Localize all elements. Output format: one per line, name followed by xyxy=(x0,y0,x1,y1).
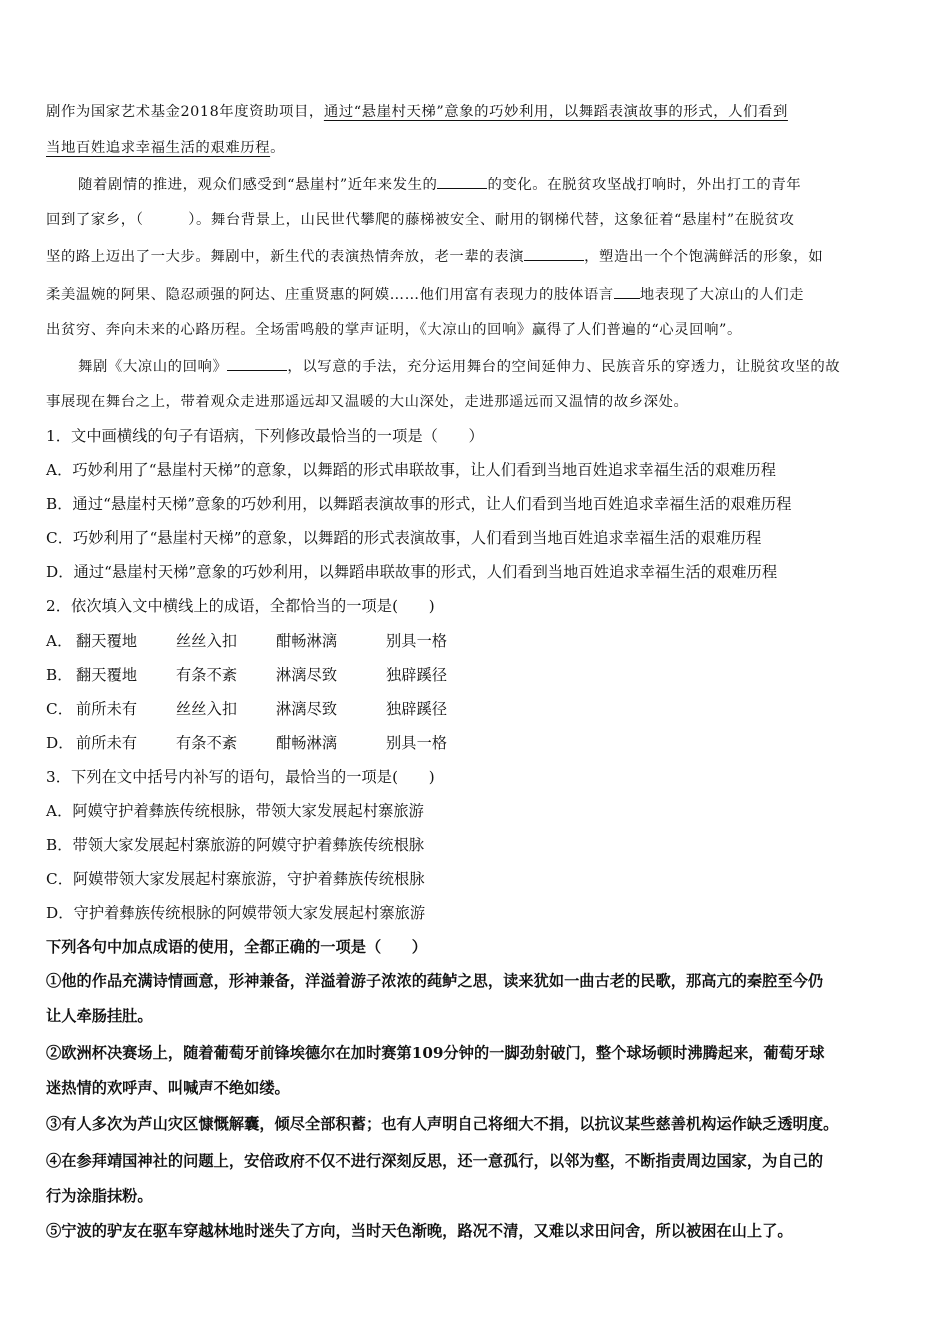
option-letter: D． xyxy=(46,734,74,752)
passage-text: 地表现了大凉山的人们走 xyxy=(639,287,805,303)
passage-text: 坚的路上迈出了一大步。舞剧中，新生代的表演热情奔放，老一辈的表演 xyxy=(46,249,525,265)
passage-text: 剧作为国家艺术基金2018年度资助项目， xyxy=(46,104,324,120)
q4-sentence-4-cont: 行为涂脂抹粉。 xyxy=(46,1187,153,1205)
q1-option-b[interactable]: B．通过“悬崖村天梯”意象的巧妙利用，以舞蹈表演故事的形式，让人们看到当地百姓追求幸福生活的艰难历程 xyxy=(46,495,792,513)
q4-sentence-1: ①他的作品充满诗情画意，形神兼备，洋溢着游子浓浓的莼鲈之思，读来犹如一曲古老的民歌，那高亢的秦腔至今仍 xyxy=(46,972,824,990)
passage-line xyxy=(78,355,840,378)
passage-line: 出贫穷、奔向未来的心路历程。全场雷鸣般的掌声证明，《大凉山的回响》赢得了人们普遍的“心灵回响”。 xyxy=(46,322,742,338)
idiom: 有条不紊 xyxy=(176,734,238,752)
q4-sentence-4: ④在参拜靖国神社的问题上，安倍政府不仅不进行深刻反思，还一意孤行，以邻为壑，不断指责周边国家，为自己的 xyxy=(46,1152,824,1170)
idiom: 丝丝入扣 xyxy=(176,700,238,718)
passage-line xyxy=(46,245,823,268)
q1-option-c[interactable]: C．巧妙利用了“悬崖村天梯”的意象，以舞蹈的形式表演故事，人们看到当地百姓追求幸福生活的艰难历程 xyxy=(46,529,762,547)
q3-option-d[interactable]: D．守护着彝族传统根脉的阿嫫带领大家发展起村寨旅游 xyxy=(46,904,426,922)
passage-text: 舞剧《大凉山的回响》 xyxy=(78,359,228,375)
underlined-sentence: 当地百姓追求幸福生活的艰难历程 xyxy=(46,140,271,156)
idiom: 前所未有 xyxy=(76,734,138,752)
idiom: 别具一格 xyxy=(386,632,448,650)
underlined-sentence: 通过“悬崖村天梯”意象的巧妙利用，以舞蹈表演故事的形式，人们看到 xyxy=(323,104,788,120)
fill-blank xyxy=(437,173,487,189)
q4-sentence-5: ⑤宁波的驴友在驱车穿越林地时迷失了方向，当时天色渐晚，路况不清，又难以求田问舍，所以被困在山上了。 xyxy=(46,1222,793,1240)
passage-text: 。 xyxy=(270,140,286,156)
passage-text: ，塑造出一个个饱满鲜活的形象，如 xyxy=(584,249,824,265)
idiom: 翻天覆地 xyxy=(76,632,138,650)
question-3-stem: 3．下列在文中括号内补写的语句，最恰当的一项是( ) xyxy=(46,768,435,786)
idiom: 前所未有 xyxy=(76,700,138,718)
q4-sentence-2: ②欧洲杯决赛场上，随着葡萄牙前锋埃德尔在加时赛第109分钟的一脚劲射破门，整个球场顿时沸腾起来，葡萄牙球 xyxy=(46,1044,825,1062)
option-letter: C． xyxy=(46,700,74,718)
q3-option-a[interactable]: A．阿嫫守护着彝族传统根脉，带领大家发展起村寨旅游 xyxy=(46,802,424,820)
q3-option-b[interactable]: B．带领大家发展起村寨旅游的阿嫫守护着彝族传统根脉 xyxy=(46,836,425,854)
idiom: 酣畅淋漓 xyxy=(276,632,338,650)
q2-option-d[interactable] xyxy=(46,732,476,754)
question-2-stem: 2．依次填入文中横线上的成语，全都恰当的一项是( ) xyxy=(46,597,435,615)
idiom: 翻天覆地 xyxy=(76,666,138,684)
q1-option-d[interactable]: D．通过“悬崖村天梯”意象的巧妙利用，以舞蹈串联故事的形式，人们看到当地百姓追求幸福生活的艰难历程 xyxy=(46,563,778,581)
q4-sentence-1-cont: 让人牵肠挂肚。 xyxy=(46,1007,153,1025)
passage-text: 的变化。在脱贫攻坚战打响时，外出打工的青年 xyxy=(487,177,802,193)
q4-sentence-3: ③有人多次为芦山灾区慷慨解囊，倾尽全部积蓄；也有人声明自己将细大不捐，以抗议某些慈善机构运作缺乏透明度。 xyxy=(46,1115,839,1133)
idiom: 别具一格 xyxy=(386,734,448,752)
passage-text: 柔美温婉的阿果、隐忍顽强的阿达、庄重贤惠的阿嫫……他们用富有表现力的肢体语言 xyxy=(46,287,614,303)
fill-blank xyxy=(524,245,584,261)
question-1-stem: 1．文中画横线的句子有语病，下列修改最恰当的一项是（ ） xyxy=(46,427,484,445)
option-letter: A． xyxy=(46,632,73,650)
idiom: 淋漓尽致 xyxy=(276,700,338,718)
question-4-stem: 下列各句中加点成语的使用，全都正确的一项是（ ） xyxy=(46,938,427,956)
passage-line xyxy=(46,283,804,306)
q2-option-a[interactable] xyxy=(46,630,476,652)
option-letter: B． xyxy=(46,666,73,684)
idiom: 有条不紊 xyxy=(176,666,238,684)
q2-option-c[interactable] xyxy=(46,698,476,720)
passage-line xyxy=(46,137,285,159)
passage-line xyxy=(46,101,788,123)
fill-blank xyxy=(227,355,287,371)
q3-option-c[interactable]: C．阿嫫带领大家发展起村寨旅游，守护着彝族传统根脉 xyxy=(46,870,425,888)
idiom: 丝丝入扣 xyxy=(176,632,238,650)
idiom: 独辟蹊径 xyxy=(386,666,448,684)
idiom: 酣畅淋漓 xyxy=(276,734,338,752)
q2-option-b[interactable] xyxy=(46,664,476,686)
idiom: 独辟蹊径 xyxy=(386,700,448,718)
fill-blank xyxy=(614,283,640,299)
passage-line xyxy=(78,173,801,196)
idiom: 淋漓尽致 xyxy=(276,666,338,684)
q4-sentence-2-cont: 迷热情的欢呼声、叫喊声不绝如缕。 xyxy=(46,1079,290,1097)
passage-line: 事展现在舞台之上，带着观众走进那遥远却又温暖的大山深处，走进那遥远而又温情的故乡深处。 xyxy=(46,394,689,410)
passage-line: 回到了家乡，（ ）。舞台背景上，山民世代攀爬的藤梯被安全、耐用的钢梯代替，这象征着“悬崖村”在脱贫攻 xyxy=(46,212,795,228)
q1-option-a[interactable]: A．巧妙利用了“悬崖村天梯”的意象，以舞蹈的形式串联故事，让人们看到当地百姓追求幸福生活的艰难历程 xyxy=(46,461,777,479)
passage-text: 随着剧情的推进，观众们感受到“悬崖村”近年来发生的 xyxy=(78,177,438,193)
passage-text: ，以写意的手法，充分运用舞台的空间延伸力、民族音乐的穿透力，让脱贫攻坚的故 xyxy=(287,359,841,375)
